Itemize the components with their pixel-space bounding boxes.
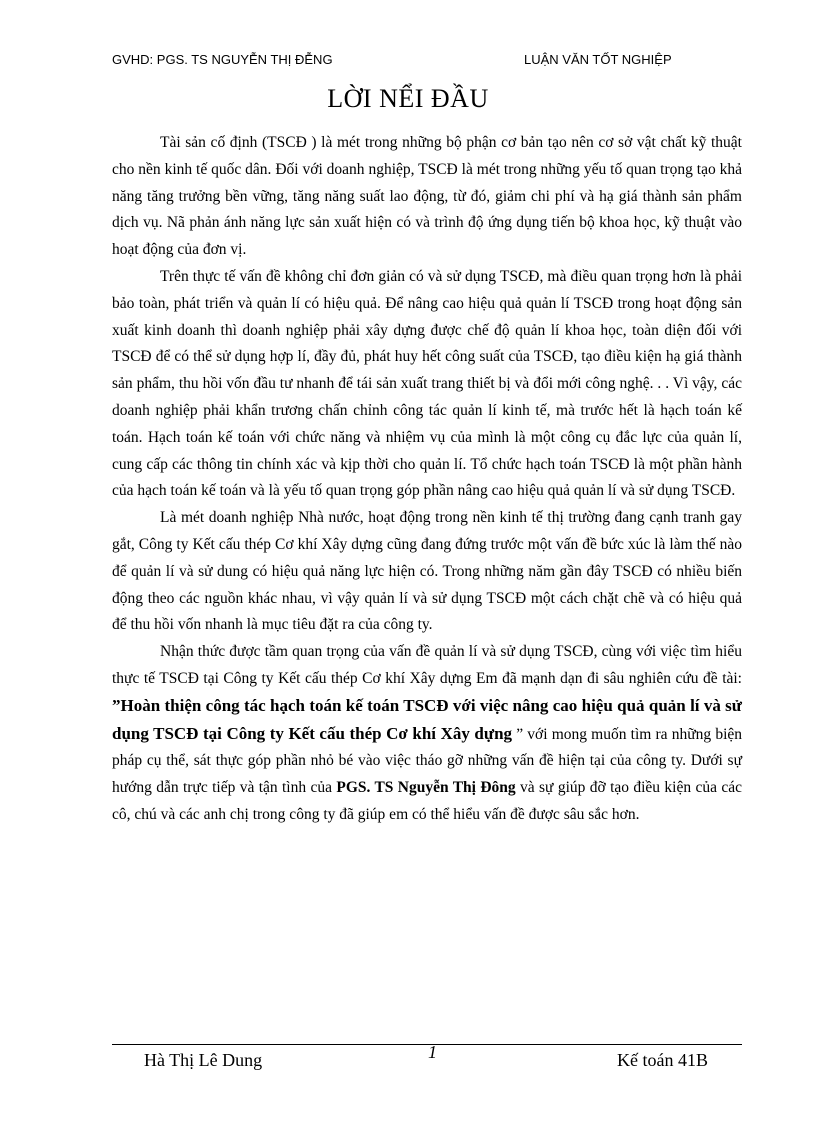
footer-class: Kế toán 41B: [617, 1050, 708, 1070]
paragraph-4: [112, 639, 742, 829]
paragraph-4-middle: ” với mong muốn tìm ra những biện pháp cụ thể, sát thực góp phần nhỏ bé vào việc tháo gỡ những vấn đề hiện tại của công ty. Dưới sự hướng dẫn trực tiếp và tận tình của: [112, 725, 743, 797]
paragraph-4-intro: Nhận thức được tầm quan trọng của vấn đề quản lí và sử dụng TSCĐ, cùng với việc tìm hiểu thực tế TSCĐ tại Công ty Kết cấu thép Cơ khí Xây dựng Em đã mạnh dạn đi sâu nghiên cứu đề tài:: [112, 643, 742, 687]
page-number: 1: [428, 1042, 437, 1062]
paragraph-3: Là mét doanh nghiệp Nhà nước, hoạt động trong nền kinh tế thị trường đang cạnh tranh gay gắt, Công ty Kết cấu thép Cơ khí Xây dựng cũng đang đứng trước một vấn đề bức xúc là làm thế nào để quản lí và sử dung có hiệu quả năng lực hiện có. Trong những năm gần đây TSCĐ có nhiều biến động theo các nguồn khác nhau, vì vậy quản lí và sử dụng TSCĐ một cách chặt chẽ và có hiệu quả để thu hồi vốn nhanh là mục tiêu đặt ra của công ty.: [112, 509, 742, 634]
page-title: LỜI NỂI ĐẦU: [327, 84, 489, 113]
advisor-name: PGS. TS Nguyễn Thị Đông: [336, 779, 516, 797]
header-thesis-label: LUẬN VĂN TỐT NGHIỆP: [524, 52, 672, 67]
footer-divider: [112, 1044, 742, 1045]
footer-author: Hà Thị Lê Dung: [144, 1050, 263, 1070]
paragraph-4-end: và sự giúp đỡ tạo điều kiện của các cô, chú và các anh chị trong công ty đã giúp em có thể hiểu vấn đề được sâu sắc hơn.: [112, 779, 742, 823]
page-footer: [112, 1042, 742, 1078]
document-body: [112, 130, 742, 829]
thesis-topic: ”Hoàn thiện công tác hạch toán kế toán TSCĐ với việc nâng cao hiệu quả quản lí và sử dụng TSCĐ tại Công ty Kết cấu thép Cơ khí Xây dựng: [112, 695, 742, 743]
paragraph-2: Trên thực tế vấn đề không chỉ đơn giản có và sử dụng TSCĐ, mà điều quan trọng hơn là phải bảo toàn, phát triển và quản lí có hiệu quả. Để nâng cao hiệu quả quản lí TSCĐ trong hoạt động sản xuất kinh doanh thì doanh nghiệp phải xây dựng được chế độ quản lí khoa học, toàn diện đối với TSCĐ để có thể sử dụng hợp lí, đầy đủ, phát huy hết công suất của TSCĐ, tạo điều kiện hạ giá thành sản phẩm, thu hồi vốn đầu tư nhanh để tái sản xuất trang thiết bị và đổi mới công nghệ. . . Vì vậy, các doanh nghiệp phải khẩn trương chấn chỉnh công tác quản lí kinh tế, mà trước hết là hạch toán kế toán. Hạch toán kế toán với chức năng và nhiệm vụ của mình là một công cụ đắc lực của quản lí, cung cấp các thông tin chính xác và kịp thời cho quản lí. Tổ chức hạch toán TSCĐ là một phần hành của hạch toán kế toán và là yếu tố quan trọng góp phần nâng cao hiệu quả quản lí và sử dụng TSCĐ.: [112, 267, 742, 500]
header-advisor: GVHD: PGS. TS NGUYỄN THỊ ĐỄNG: [112, 52, 333, 67]
paragraph-1: Tài sản cố định (TSCĐ ) là mét trong những bộ phận cơ bản tạo nên cơ sở vật chất kỹ thuật cho nền kinh tế quốc dân. Đối với doanh nghiệp, TSCĐ là mét trong những yếu tố quan trọng tạo khả năng tăng trưởng bền vững, tăng năng suất lao động, từ đó, giảm chi phí và hạ giá thành sản phẩm dịch vụ. Nã phản ánh năng lực sản xuất hiện có và trình độ ứng dụng tiến bộ khoa học, kỹ thuật vào hoạt động của đơn vị.: [112, 134, 742, 259]
page-header: [112, 52, 704, 70]
